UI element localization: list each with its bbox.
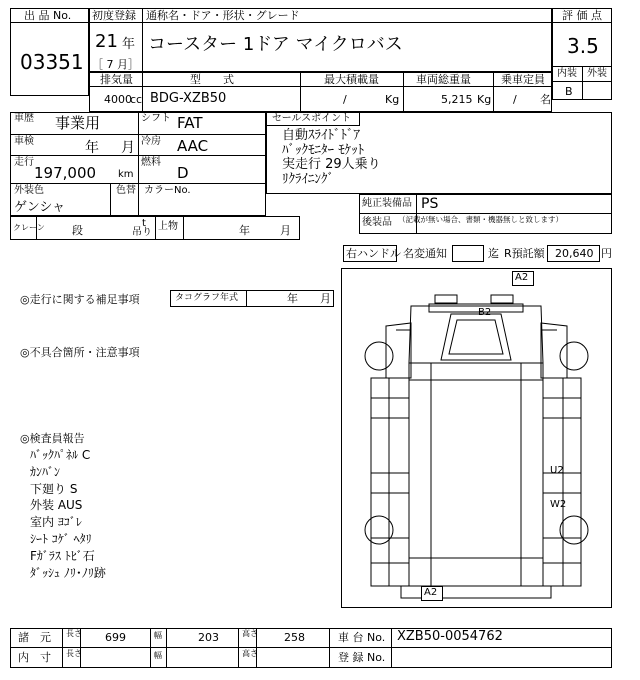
interior-width-label: 幅 [154, 651, 162, 660]
name-change-label: 名変通知 [403, 247, 447, 260]
genuine-equipment-label: 純正装備品 [362, 198, 412, 209]
lot-number-label: 出 品 No. [24, 9, 72, 22]
recycle-amount: 20,640 [555, 247, 594, 260]
fuel: D [177, 164, 189, 182]
tachograph-month-unit: 月 [320, 292, 331, 305]
vehicle-name: コースター 1ドア マイクロバス [148, 34, 403, 55]
displacement-label: 排気量 [100, 73, 133, 86]
name-change-field[interactable] [452, 245, 484, 262]
ac: AAC [177, 137, 209, 155]
first-registration-year: 21 [95, 31, 118, 52]
exterior-color: ゲンシャ [14, 200, 66, 215]
mileage-label: 走行 [14, 157, 34, 168]
exterior-color-label: 外装色 [14, 185, 44, 196]
chassis-number-label: 車 台 No. [338, 631, 386, 644]
ac-label: 冷房 [141, 136, 161, 147]
width-label: 幅 [154, 631, 162, 640]
capacity-unit: 名 [540, 93, 551, 106]
inspector-line: 下廻り S [30, 481, 78, 496]
year-unit: 年 [122, 37, 136, 52]
mileage-unit: km [118, 169, 134, 180]
crane-hang: 吊り [132, 227, 152, 238]
loading-year-unit: 年 [239, 224, 250, 237]
vehicle-name-label: 通称名・ドア・形状・グレード [146, 9, 300, 22]
height: 258 [284, 631, 305, 644]
max-load-label: 最大積載量 [324, 73, 379, 86]
recycle-label: R預託額 [504, 247, 545, 260]
rhd: 右ハンドル [346, 247, 401, 260]
inspection-year-unit: 年 [85, 140, 99, 156]
deadline: 迄 [488, 247, 499, 260]
inspector-line: 外装 AUS [30, 498, 83, 513]
fuel-label: 燃料 [141, 157, 161, 168]
capacity: / [513, 93, 517, 106]
first-registration-month: ［ 7 月］ [92, 58, 139, 71]
shift: FAT [177, 114, 203, 132]
crane-stage: 段 [72, 224, 83, 237]
model: BDG-XZB50 [150, 91, 227, 106]
tachograph-label: タコグラフ年式 [175, 293, 239, 303]
gross-weight-unit: Kg [477, 93, 492, 106]
damage-mark-u2: U2 [550, 465, 564, 476]
damage-mark-a2-rear: A2 [424, 587, 438, 598]
inspector-line: ﾀﾞｯｼｭ ﾉﾘ･ﾉﾘ跡 [30, 565, 106, 580]
model-label: 型 式 [190, 73, 234, 86]
sales-point: ﾘｸﾗｲﾆﾝｸﾞ [282, 171, 334, 187]
aftermarket-label: 後装品 [362, 217, 392, 228]
capacity-label: 乗車定員 [501, 73, 545, 86]
shift-label: シフト [141, 113, 171, 124]
mileage: 197,000 [34, 164, 97, 182]
crane-label: クレーン [13, 223, 45, 232]
genuine-equipment: PS [421, 196, 439, 212]
sales-points-label: セールスポイント [272, 113, 352, 124]
crane-ton: t [142, 218, 146, 229]
displacement-unit: cc [130, 93, 143, 106]
sales-point: ﾊﾞｯｸﾓﾆﾀｰ ﾓｹｯﾄ [282, 142, 365, 158]
displacement: 4000 [104, 93, 132, 106]
inspection-month-unit: 月 [121, 140, 135, 156]
history-label: 車歴 [14, 113, 34, 124]
driving-notes-label: ◎走行に関する補足事項 [20, 293, 140, 306]
length: 699 [105, 631, 126, 644]
inspector-line: Fｶﾞﾗｽ ﾄﾋﾞ石 [30, 548, 95, 563]
height-label: 高さ [242, 629, 258, 638]
first-registration-label: 初度登録 [92, 9, 136, 22]
interior-length-label: 長さ [66, 649, 82, 658]
bus-diagram [341, 268, 612, 608]
color-code-label: カラーNo. [144, 185, 191, 196]
lot-number: 03351 [20, 50, 84, 74]
max-load: / [343, 93, 347, 106]
exterior-grade-label: 外装 [587, 68, 607, 79]
inspection-label: 車検 [14, 136, 34, 147]
defects-label: ◎不具合箇所・注意事項 [20, 346, 140, 359]
sales-point: 自動ｽﾗｲﾄﾞﾄﾞｱ [282, 128, 361, 143]
history: 事業用 [55, 114, 101, 132]
interior-grade: B [565, 85, 573, 98]
width: 203 [198, 631, 219, 644]
inspector-line: ﾊﾞｯｸﾊﾟﾈﾙ C [30, 448, 91, 462]
max-load-unit: Kg [385, 93, 400, 106]
damage-mark-b2: B2 [478, 307, 492, 318]
sales-point: 実走行 29人乗り [282, 157, 381, 172]
loading-label: 上物 [158, 221, 178, 232]
gross-weight: 5,215 [441, 93, 473, 106]
damage-mark-w2: W2 [550, 499, 567, 510]
inspector-line: 室内 ﾖｺﾞﾚ [30, 515, 82, 530]
inspector-report-label: ◎検査員報告 [20, 432, 85, 445]
score-label: 評 価 点 [562, 9, 602, 22]
chassis-number: XZB50-0054762 [397, 629, 503, 644]
interior-dimensions-label: 内 寸 [18, 651, 51, 664]
length-label: 長さ [66, 629, 82, 638]
registration-number-label: 登 録 No. [338, 651, 386, 664]
damage-mark-a2-front: A2 [515, 272, 529, 283]
score: 3.5 [567, 34, 599, 58]
aftermarket-note: （記載が無い場合、書類・機器無しと致します） [398, 215, 563, 224]
dimensions-box [10, 628, 612, 668]
tachograph-year-unit: 年 [287, 292, 298, 305]
gross-weight-label: 車両総重量 [416, 73, 471, 86]
yen: 円 [601, 247, 612, 260]
inspector-line: ｼｰﾄ ｺｹﾞ ﾍﾀﾘ [30, 531, 92, 546]
inspector-line: ｶﾝﾊﾞﾝ [30, 464, 61, 479]
sales-points-list [282, 129, 381, 187]
inspector-report-list [30, 447, 106, 581]
dimensions-label: 諸 元 [18, 631, 51, 644]
loading-month-unit: 月 [280, 224, 291, 237]
interior-grade-label: 内装 [557, 68, 577, 79]
color-change-label: 色替 [116, 185, 136, 196]
interior-height-label: 高さ [242, 649, 258, 658]
